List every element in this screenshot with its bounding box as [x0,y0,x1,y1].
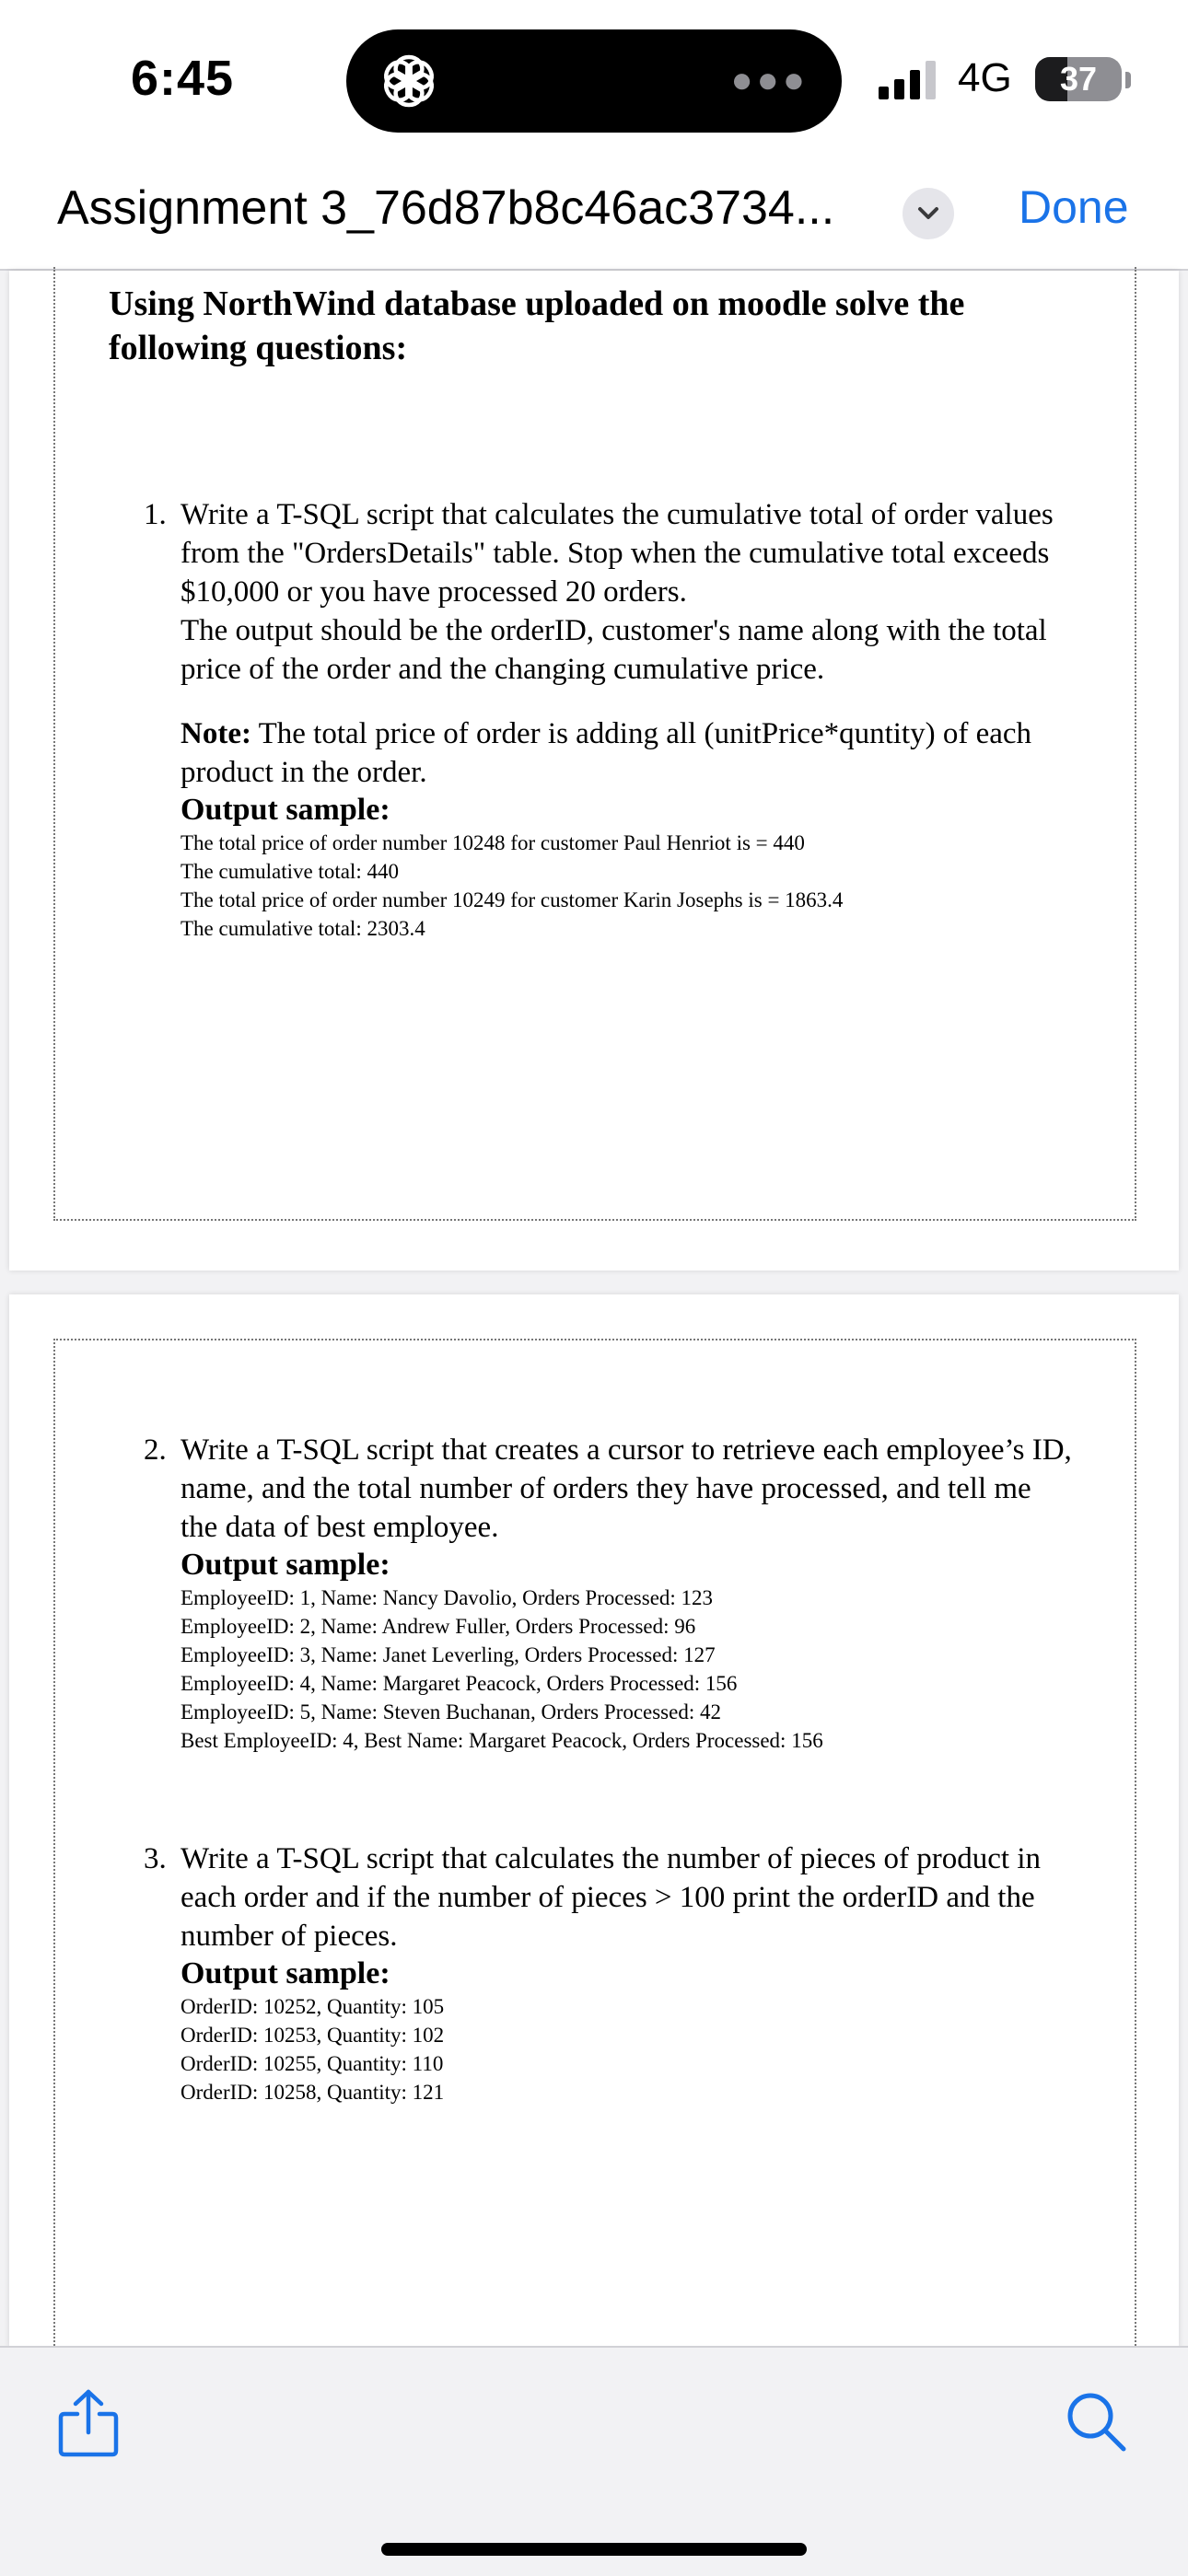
question-text: Write a T-SQL script that creates a cursor to retrieve each employee’s ID, name, and the total number of orders they have processed, and tell me the data of best employee. [181,1433,1072,1544]
share-icon[interactable] [57,2388,120,2458]
network-type: 4G [958,55,1012,100]
output-line: EmployeeID: 3, Name: Janet Leverling, Orders Processed: 127 [181,1643,716,1666]
question-note [181,714,1074,792]
question-text: Write a T-SQL script that calculates the cumulative total of order values from the "OrdersDetails" table. Stop when the cumulative total exceeds $10,000 or you have processed 20 orders. [181,498,1054,609]
output-line: The cumulative total: 440 [181,860,399,883]
nav-bar [0,147,1188,271]
more-dots-icon: ●●● [730,60,809,100]
output-line: OrderID: 10252, Quantity: 105 [181,1995,445,2018]
note-label: Note: [181,717,251,750]
status-bar [0,0,1188,147]
output-line: The total price of order number 10248 for customer Paul Henriot is = 440 [181,831,805,854]
battery-icon [1035,57,1122,101]
output-line: EmployeeID: 4, Name: Margaret Peacock, Orders Processed: 156 [181,1672,738,1695]
output-line: EmployeeID: 1, Name: Nancy Davolio, Orders Processed: 123 [181,1586,714,1609]
output-line: The cumulative total: 2303.4 [181,917,425,940]
title-menu-button[interactable] [903,188,954,239]
output-line: The total price of order number 10249 for customer Karin Josephs is = 1863.4 [181,888,844,911]
bottom-toolbar [0,2346,1188,2576]
output-sample-title: Output sample: [181,793,390,827]
status-time: 6:45 [131,51,235,106]
home-indicator[interactable] [381,2543,807,2556]
question-text-continued: The output should be the orderID, customer's name along with the total price of the order and the changing cumulative price. [181,614,1047,686]
output-sample-title: Output sample: [181,1548,390,1582]
output-line: OrderID: 10258, Quantity: 121 [181,2081,445,2104]
question-text: Write a T-SQL script that calculates the number of pieces of product in each order and if the number of pieces > 100 print the orderID and the number of pieces. [181,1842,1041,1953]
cellular-signal-icon [879,61,939,99]
chevron-down-icon [915,203,941,225]
chatgpt-logo-icon [379,52,438,110]
question-2 [144,1431,1074,1755]
question-number: 2. [144,1433,167,1467]
output-line: OrderID: 10253, Quantity: 102 [181,2024,445,2047]
search-icon[interactable] [1065,2390,1129,2454]
document-title[interactable]: Assignment 3_76d87b8c46ac3734... [57,181,835,235]
dynamic-island[interactable] [346,29,842,133]
question-1 [144,495,1074,943]
done-button[interactable]: Done [1019,181,1129,233]
battery-level: 37 [1059,60,1098,98]
question-3 [144,1839,1074,2106]
note-text: The total price of order is adding all (unitPrice*quntity) of each product in the order. [181,717,1032,789]
document-page-1[interactable] [9,271,1179,1271]
battery-tip [1125,72,1131,88]
question-number: 1. [144,498,167,531]
output-sample-title: Output sample: [181,1956,390,1990]
question-number: 3. [144,1842,167,1875]
document-heading: Using NorthWind database uploaded on moodle solve the following questions: [109,284,965,367]
output-line: OrderID: 10255, Quantity: 110 [181,2052,444,2075]
output-line: EmployeeID: 5, Name: Steven Buchanan, Orders Processed: 42 [181,1700,721,1723]
output-line: Best EmployeeID: 4, Best Name: Margaret Peacock, Orders Processed: 156 [181,1729,823,1752]
document-page-2[interactable] [9,1294,1179,2348]
output-line: EmployeeID: 2, Name: Andrew Fuller, Orders Processed: 96 [181,1615,696,1638]
